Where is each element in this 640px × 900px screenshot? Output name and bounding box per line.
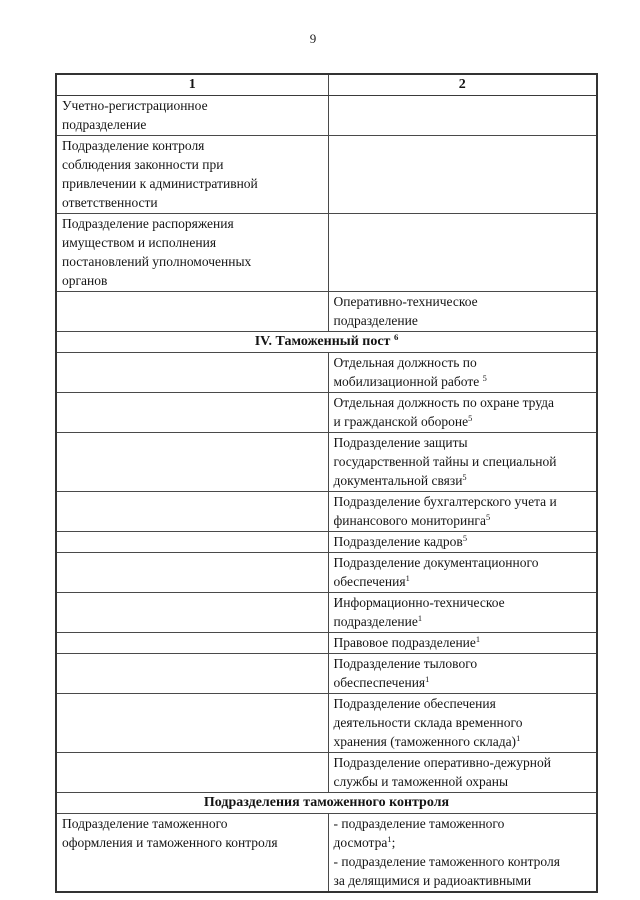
page-number: 9 bbox=[309, 31, 317, 46]
footnote-ref: 5 bbox=[462, 534, 467, 544]
cell-left bbox=[56, 753, 328, 793]
cell-left bbox=[56, 593, 328, 633]
footnote-ref: 1 bbox=[516, 734, 521, 744]
cell-left bbox=[56, 694, 328, 753]
cell-right: Подразделение документационного обеспечения$^1$ bbox=[328, 553, 597, 593]
footnote-ref: 6 bbox=[393, 332, 399, 343]
cell-right: Подразделение кадров$^5$ bbox=[328, 532, 597, 553]
section-row bbox=[56, 793, 597, 814]
section-title-cell: Подразделения таможенного контроля bbox=[56, 793, 597, 814]
footnote-ref: 1 bbox=[387, 835, 392, 845]
cell-right: - подразделение таможенного досмотра$^1$; - подразделение таможенного контроля за делящимися и радиоактивными bbox=[328, 814, 597, 893]
table-row bbox=[56, 353, 597, 393]
cell-right bbox=[328, 96, 597, 136]
column-header-1: 1 bbox=[56, 74, 328, 96]
footnote-ref: 5 bbox=[462, 473, 467, 483]
cell-left bbox=[56, 633, 328, 654]
cell-right: Отдельная должность по охране труда и гражданской обороне$^5$ bbox=[328, 393, 597, 433]
table-row bbox=[56, 214, 597, 292]
cell-right: Информационно-техническое подразделение$^1$ bbox=[328, 593, 597, 633]
cell-right: Отдельная должность по мобилизационной работе $^5$ bbox=[328, 353, 597, 393]
cell-left bbox=[56, 292, 328, 332]
footnote-ref: 1 bbox=[417, 614, 423, 624]
cell-left bbox=[56, 654, 328, 694]
cell-left: Учетно-регистрационное подразделение bbox=[56, 96, 328, 136]
table-row bbox=[56, 553, 597, 593]
table-row bbox=[56, 654, 597, 694]
table-header-row bbox=[56, 74, 597, 96]
cell-right: Оперативно-техническое подразделение bbox=[328, 292, 597, 332]
footnote-ref: 5 bbox=[482, 374, 487, 384]
section-title-cell: IV. Таможенный пост $^6$ bbox=[56, 332, 597, 353]
cell-right: Подразделение оперативно-дежурной службы и таможенной охраны bbox=[328, 753, 597, 793]
table-row bbox=[56, 694, 597, 753]
cell-left bbox=[56, 393, 328, 433]
footnote-ref: 5 bbox=[485, 513, 491, 523]
cell-left: Подразделение таможенного оформления и таможенного контроля bbox=[56, 814, 328, 893]
org-table-body bbox=[56, 74, 597, 892]
table-row bbox=[56, 292, 597, 332]
cell-left: Подразделение контроля соблюдения законности при привлечении к административной ответственности bbox=[56, 136, 328, 214]
cell-right: Подразделение бухгалтерского учета и финансового мониторинга$^5$ bbox=[328, 492, 597, 532]
table-row bbox=[56, 633, 597, 654]
table-row bbox=[56, 393, 597, 433]
cell-left bbox=[56, 553, 328, 593]
table-row bbox=[56, 492, 597, 532]
cell-left bbox=[56, 532, 328, 553]
cell-right: Подразделение обеспечения деятельности склада временного хранения (таможенного склада)$^1$ bbox=[328, 694, 597, 753]
cell-right bbox=[328, 214, 597, 292]
footnote-ref: 1 bbox=[425, 675, 430, 685]
cell-left bbox=[56, 492, 328, 532]
cell-right: Подразделение тылового обеспеспечения$^1$ bbox=[328, 654, 597, 694]
cell-left: Подразделение распоряжения имуществом и исполнения постановлений уполномоченных органов bbox=[56, 214, 328, 292]
table-row bbox=[56, 96, 597, 136]
footnote-ref: 1 bbox=[405, 574, 410, 584]
table-row bbox=[56, 753, 597, 793]
table-row bbox=[56, 593, 597, 633]
table-row bbox=[56, 136, 597, 214]
table-row bbox=[56, 433, 597, 492]
footnote-ref: 5 bbox=[468, 414, 473, 424]
table-row bbox=[56, 814, 597, 893]
section-row bbox=[56, 332, 597, 353]
org-structure-table bbox=[55, 73, 598, 893]
cell-left bbox=[56, 433, 328, 492]
footnote-ref: 1 bbox=[475, 635, 481, 645]
cell-right: Правовое подразделение$^1$ bbox=[328, 633, 597, 654]
cell-left bbox=[56, 353, 328, 393]
column-header-2: 2 bbox=[328, 74, 597, 96]
cell-right: Подразделение защиты государственной тайны и специальной документальной связи$^5$ bbox=[328, 433, 597, 492]
table-row bbox=[56, 532, 597, 553]
cell-right bbox=[328, 136, 597, 214]
